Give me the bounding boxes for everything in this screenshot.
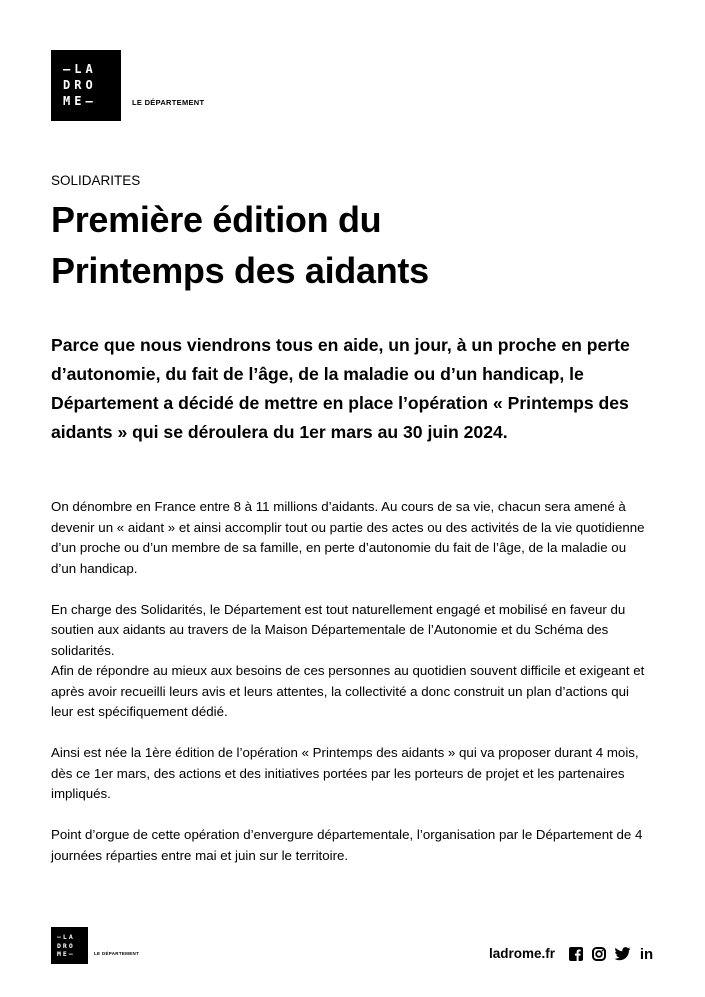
title-line-2: Printemps des aidants (51, 250, 429, 291)
twitter-icon[interactable] (614, 946, 631, 962)
footer-logo (51, 927, 88, 964)
section-kicker: SOLIDARITES (51, 173, 141, 188)
paragraph-2 (51, 600, 651, 723)
paragraph-2a: En charge des Solidarités, le Département est tout naturellement engagé et mobilisé en faveur du soutien aux aidants au travers de la Maison Départementale de l’Autonomie et du Schéma des solidarités. (51, 601, 626, 658)
facebook-icon[interactable] (568, 946, 583, 962)
la-drome-logo (51, 50, 121, 121)
paragraph-4: Point d’orgue de cette opération d’envergure départementale, l’organisation par le Département de 4 journées réparties entre mai et juin sur le territoire. (51, 827, 643, 863)
logo-row-2: DRO (63, 78, 97, 92)
footer-logo-row-2: DRO (57, 941, 75, 950)
article-body (51, 497, 651, 887)
footer-logo-row-1: —LA (57, 933, 75, 941)
logo-row-3: ME— (63, 94, 97, 108)
paragraph-3: Ainsi est née la 1ère édition de l’opération « Printemps des aidants » qui va proposer durant 4 mois, dès ce 1er mars, des actions et des initiatives portées par les porteurs de projet et les partenaires impliqués. (51, 745, 639, 801)
lede-paragraph: Parce que nous viendrons tous en aide, un jour, à un proche en perte d’autonomie, du fait de l’âge, de la maladie ou d’un handicap, le Département a décidé de mettre en place l’opération « Printemps des aidants » qui se déroulera du 1er mars au 30 juin 2024. (51, 335, 630, 442)
footer-logo-caption: LE DÉPARTEMENT (94, 951, 140, 956)
logo-row-1: —LA (63, 62, 97, 76)
instagram-icon[interactable] (591, 946, 606, 962)
website-link[interactable]: ladrome.fr (489, 946, 556, 961)
linkedin-icon[interactable]: in (639, 945, 654, 963)
paragraph-1: On dénombre en France entre 8 à 11 millions d’aidants. Au cours de sa vie, chacun sera amené à devenir un « aidant » et ainsi accomplir tout ou partie des actes ou des activités de la vie quotidienne d’un proche ou d’un membre de sa famille, en perte d’autonomie du fait de l’âge, de la maladie ou d’un handicap. (51, 499, 645, 576)
footer-logo-row-3: ME— (57, 950, 75, 958)
title-line-1: Première édition du (51, 199, 382, 240)
logo-caption: LE DÉPARTEMENT (132, 98, 205, 107)
page-title (51, 194, 651, 296)
paragraph-2b: Afin de répondre au mieux aux besoins de ces personnes au quotidien souvent difficile et exigeant et après avoir recueilli leurs avis et leurs attentes, la collectivité a donc construit un plan d’actions qui leur est spécifiquement dédié. (51, 663, 645, 719)
